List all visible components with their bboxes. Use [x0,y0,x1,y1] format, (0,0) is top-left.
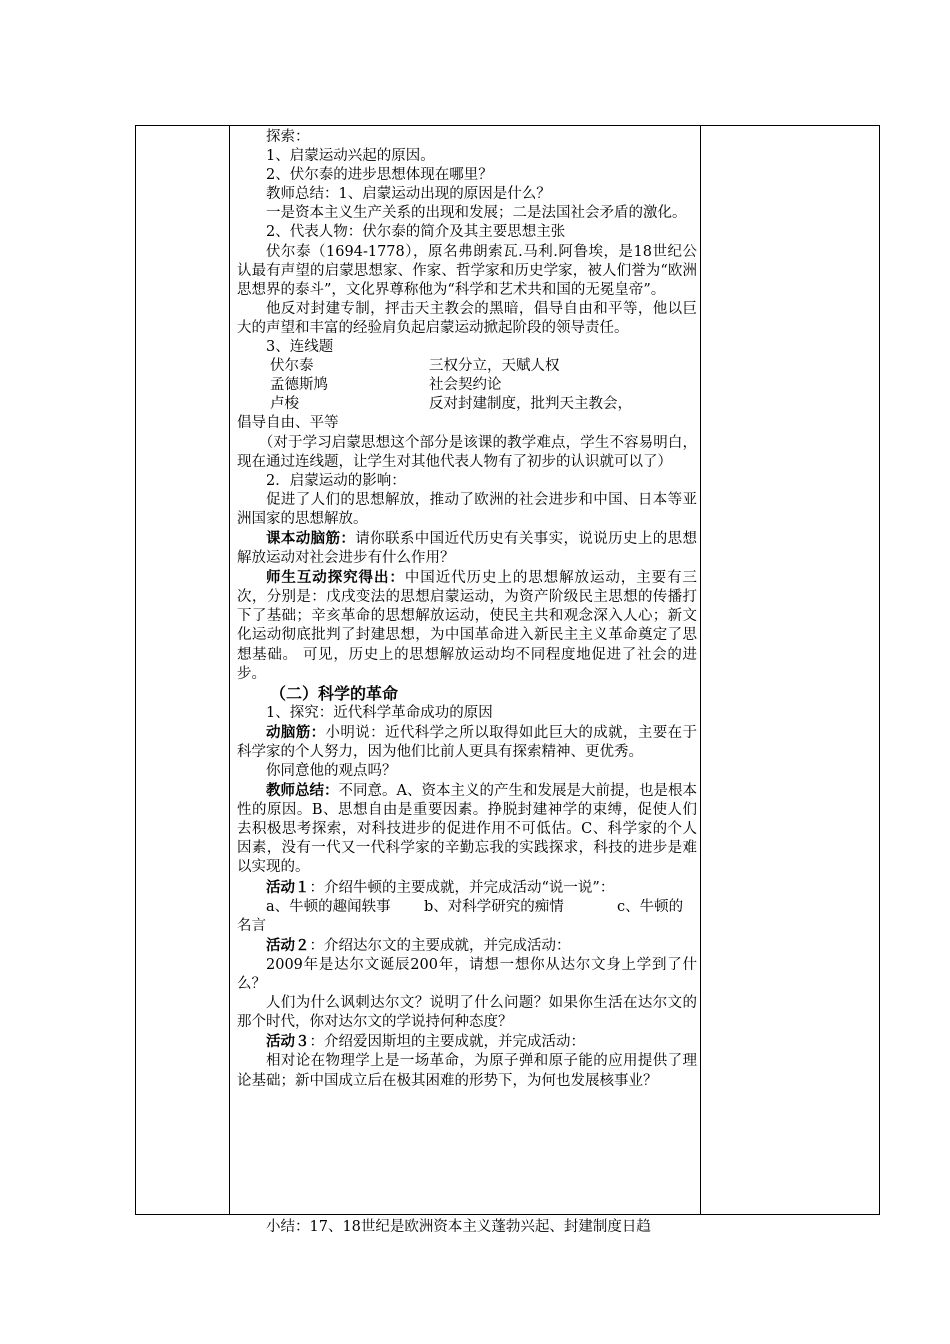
paragraph-text: 请你联系中国近代历史有关事实，说说历史上的思想解放运动对社会进步有什么作用？ [237,530,697,567]
paragraph: 3、连线题 [266,339,334,356]
bold-lead: 活动３ [266,1033,310,1051]
paragraph: （对于学习启蒙思想这个部分是该课的教学难点，学生不容易明白，现在通过连线题，让学生对其他代表人物有了初步的认识就可以了） [237,434,697,470]
match-left: 卢梭 [270,396,299,413]
paragraph-text: ：介绍牛顿的主要成就，并完成活动“说一说”： [309,879,615,896]
match-left: 伏尔泰 [270,358,314,375]
paragraph: 倡导自由、平等 [237,415,339,432]
paragraph: 相对论在物理学上是一场革命，为原子弹和原子能的应用提供了理论基础；新中国成立后在极其困难的形势下，为何也发展核事业？ [237,1053,697,1089]
match-left: 孟德斯鸠 [270,377,328,394]
paragraph: 2．启蒙运动的影响： [266,472,406,489]
match-row [237,395,697,414]
match-right: 反对封建制度，批判天主教会， [429,396,632,413]
paragraph [237,529,697,568]
paragraph-text: ：介绍达尔文的主要成就，并完成活动： [309,937,571,954]
match-row [237,357,697,376]
option-c: c、牛顿的 [617,898,684,915]
match-right: 三权分立，天赋人权 [429,358,560,375]
activity-options [237,898,697,917]
paragraph-text: 小明说：近代科学之所以取得如此巨大的成就，主要在于科学家的个人努力，因为他们比前人更具有探索精神、更优秀。 [237,724,697,760]
paragraph: 1、启蒙运动兴起的原因。 [266,148,435,165]
paragraph [237,878,697,898]
paragraph: 名言 [237,917,266,934]
bold-lead: 活动２ [266,936,310,954]
bold-lead: 师生互动探究得出： [266,569,405,587]
paragraph: 2、伏尔泰的进步思想体现在哪里？ [266,167,493,184]
paragraph [237,568,697,684]
paragraph: 教师总结：1、启蒙运动出现的原因是什么？ [266,186,551,203]
paragraph-text: ：介绍爱因斯坦的主要成就，并完成活动： [309,1034,585,1051]
paragraph: 伏尔泰（1694-1778），原名弗朗索瓦.马利.阿鲁埃，是18世纪公认最有声望的启蒙思想家、作家、哲学家和历史学家，被人们誉为“欧洲思想界的泰斗”，文化界尊称他为“科学和艺术共和国的无冕皇帝”。 [237,243,697,298]
match-right: 社会契约论 [429,377,502,394]
paragraph: 2、代表人物：伏尔泰的简介及其主要思想主张 [266,224,566,241]
bold-lead: 活动１ [266,878,310,896]
paragraph [237,936,697,956]
column-divider-left [229,126,230,1214]
paragraph: 1、探究：近代科学革命成功的原因 [266,704,493,721]
lesson-content [237,128,697,1091]
paragraph: 你同意他的观点吗？ [266,763,397,779]
option-b: b、对科学研究的痴情 [424,898,564,915]
paragraph [237,1032,697,1052]
paragraph: 2009年是达尔文诞辰200年，请想一想你从达尔文身上学到了什么？ [237,956,697,993]
section-heading: （二）科学的革命 [270,683,399,703]
bold-lead: 动脑筋： [266,723,326,741]
paragraph-text: 不同意。A、资本主义的产生和发展是大前提，也是根本性的原因。B、思想自由是重要因素。挣脱封建神学的束缚，促使人们去积极思考探索，对科技进步的促进作用不可低估。C、科学家的个人因素，没有一代又一代科学家的辛勤忘我的实践探求，科技的进步是难以实现的。 [237,783,697,876]
paragraph: 促进了人们的思想解放，推动了欧洲的社会进步和中国、日本等亚洲国家的思想解放。 [237,491,697,527]
paragraph [237,781,697,877]
option-a: a、牛顿的趣闻轶事 [266,898,391,915]
paragraph: 探索： [266,129,310,145]
bold-lead: 课本动脑筋： [266,529,356,547]
paragraph-text: 中国近代历史上的思想解放运动，主要有三次，分别是：戊戌变法的思想启蒙运动，为资产阶级民主思想的传播打下了基础；辛亥革命的思想解放运动，使民主共和观念深入人心；新文化运动彻底批判了封建思想，为中国革命进入新民主主义革命奠定了思想基础。 可见，历史上的思想解放运动均不同程度地促进了社会的进步。 [237,570,698,682]
paragraph: 一是资本主义生产关系的出现和发展；二是法国社会矛盾的激化。 [266,205,687,222]
paragraph: 人们为什么讽刺达尔文？说明了什么问题？如果你生活在达尔文的那个时代，你对达尔文的学说持何种态度？ [237,995,697,1031]
paragraph [237,723,697,762]
paragraph: 他反对封建专制，抨击天主教会的黑暗，倡导自由和平等，他以巨大的声望和丰富的经验肩负起启蒙运动掀起阶段的领导责任。 [237,300,697,336]
summary-line: 小结：17、18世纪是欧洲资本主义蓬勃兴起、封建制度日趋 [266,1219,651,1235]
bold-lead: 教师总结： [266,782,339,800]
match-row [237,376,697,395]
column-divider-right [700,126,701,1214]
